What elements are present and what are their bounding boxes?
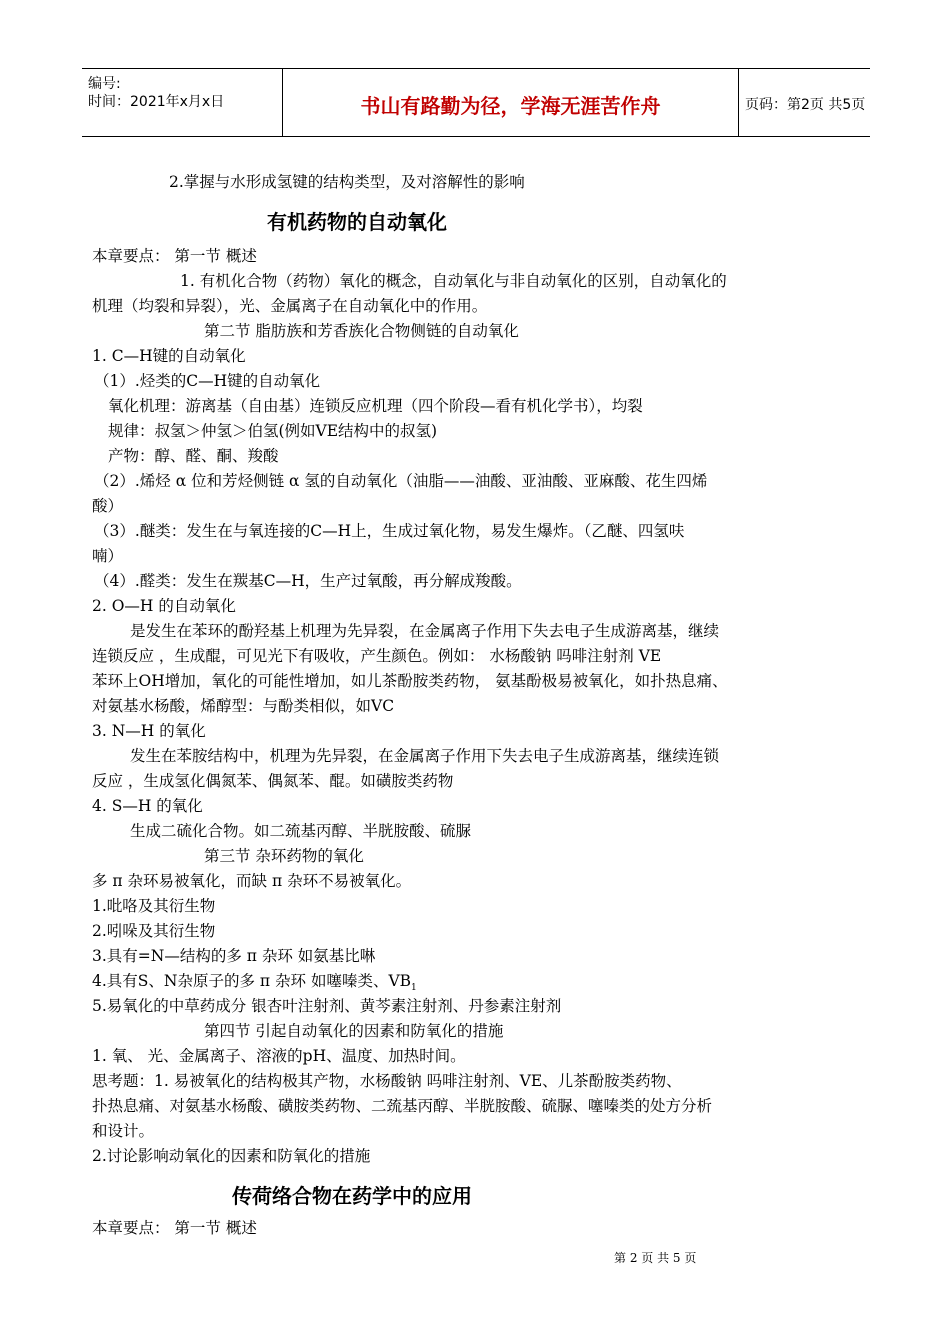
body-line: 连锁反应 ，生成醌，可见光下有吸收，产生颜色。例如： 水杨酸钠 吗啡注射剂 VE xyxy=(92,647,662,665)
body-line xyxy=(92,971,417,998)
body-line: （3）.醚类：发生在与氧连接的C—H上，生成过氧化物，易发生爆炸。（乙醚、四氢呋 xyxy=(94,522,685,540)
body-line: 生成二硫化合物。如二巯基丙醇、半胱胺酸、硫脲 xyxy=(130,822,472,840)
body-line: 本章要点： 第一节 概述 xyxy=(92,1219,257,1237)
body-line: 酸） xyxy=(92,497,124,515)
page-header xyxy=(82,68,870,137)
body-line: 4. S—H 的氧化 xyxy=(92,797,203,815)
body-line: 3.具有=N—结构的多 π 杂环 如氨基比啉 xyxy=(92,947,376,965)
body-line-text: 4.具有S、N杂原子的多 π 杂环 如噻嗪类、VB xyxy=(92,972,412,990)
body-line: 3. N—H 的氧化 xyxy=(92,722,206,740)
body-line: 2.掌握与水形成氢键的结构类型，及对溶解性的影响 xyxy=(169,173,525,191)
header-motto: 书山有路勤为径，学海无涯苦作舟 xyxy=(360,94,661,118)
body-line: 苯环上OH增加，氧化的可能性增加，如儿茶酚胺类药物， 氨基酚极易被氧化，如扑热息痛、 xyxy=(92,672,728,690)
body-line: 多 π 杂环易被氧化，而缺 π 杂环不易被氧化。 xyxy=(92,872,412,890)
body-line: 1. 氧、 光、金属离子、溶液的pH、温度、加热时间。 xyxy=(92,1047,466,1065)
body-line: 1. 有机化合物（药物）氧化的概念，自动氧化与非自动氧化的区别，自动氧化的 xyxy=(180,272,727,290)
section-heading: 有机药物的自动氧化 xyxy=(267,210,447,234)
body-line: 发生在苯胺结构中，机理为先异裂，在金属离子作用下失去电子生成游离基，继续连锁 xyxy=(130,747,720,765)
body-line: 扑热息痛、对氨基水杨酸、磺胺类药物、二巯基丙醇、半胱胺酸、硫脲、噻嗪类的处方分析 xyxy=(92,1097,713,1115)
body-line: 本章要点： 第一节 概述 xyxy=(92,247,257,265)
header-motto-cell xyxy=(282,69,739,136)
header-meta-cell xyxy=(82,69,282,136)
body-line: 喃） xyxy=(92,547,124,565)
body-line: 2. O—H 的自动氧化 xyxy=(92,597,236,615)
body-line: 思考题：1. 易被氧化的结构极其产物，水杨酸钠 吗啡注射剂、VE、儿茶酚胺类药物、 xyxy=(92,1072,682,1090)
document-date-label: 时间：2021年x月x日 xyxy=(88,94,225,110)
body-line: （1）.烃类的C—H键的自动氧化 xyxy=(94,372,321,390)
body-line: 反应 ，生成氢化偶氮苯、偶氮苯、醌。如磺胺类药物 xyxy=(92,772,454,790)
body-line: 对氨基水杨酸，烯醇型：与酚类相似，如VC xyxy=(92,697,395,715)
body-line: 机理（均裂和异裂），光、金属离子在自动氧化中的作用。 xyxy=(92,297,488,315)
document-number-label: 编号: xyxy=(88,76,121,92)
subsection-heading: 第二节 脂肪族和芳香族化合物侧链的自动氧化 xyxy=(204,322,519,340)
page-footer: 第 2 页 共 5 页 xyxy=(614,1251,697,1265)
body-line: （4）.醛类：发生在羰基C—H，生产过氧酸，再分解成羧酸。 xyxy=(94,572,522,590)
body-line: 5.易氧化的中草药成分 银杏叶注射剂、黄芩素注射剂、丹参素注射剂 xyxy=(92,997,562,1015)
body-line: （2）.烯烃 α 位和芳烃侧链 α 氢的自动氧化（油脂——油酸、亚油酸、亚麻酸、花生四烯 xyxy=(94,472,708,490)
body-line: 1.吡咯及其衍生物 xyxy=(92,897,216,915)
body-line: 氧化机理：游离基（自由基）连锁反应机理（四个阶段—看有机化学书），均裂 xyxy=(108,397,643,415)
body-line: 2.讨论影响动氧化的因素和防氧化的措施 xyxy=(92,1147,371,1165)
section-heading: 传荷络合物在药学中的应用 xyxy=(232,1184,472,1208)
body-line: 规律：叔氢＞仲氢＞伯氢(例如VE结构中的叔氢) xyxy=(108,422,438,440)
header-page-number: 页码：第2页 共5页 xyxy=(745,97,866,113)
body-line: 产物：醇、醛、酮、羧酸 xyxy=(108,447,279,465)
body-line: 2.吲哚及其衍生物 xyxy=(92,922,216,940)
header-page-cell xyxy=(739,69,870,136)
subsection-heading: 第三节 杂环药物的氧化 xyxy=(204,847,364,865)
subsection-heading: 第四节 引起自动氧化的因素和防氧化的措施 xyxy=(204,1022,504,1040)
subscript: 1 xyxy=(411,983,417,994)
body-line: 和设计。 xyxy=(92,1122,155,1140)
body-line: 1. C—H键的自动氧化 xyxy=(92,347,246,365)
body-line: 是发生在苯环的酚羟基上机理为先异裂，在金属离子作用下失去电子生成游离基，继续 xyxy=(130,622,720,640)
